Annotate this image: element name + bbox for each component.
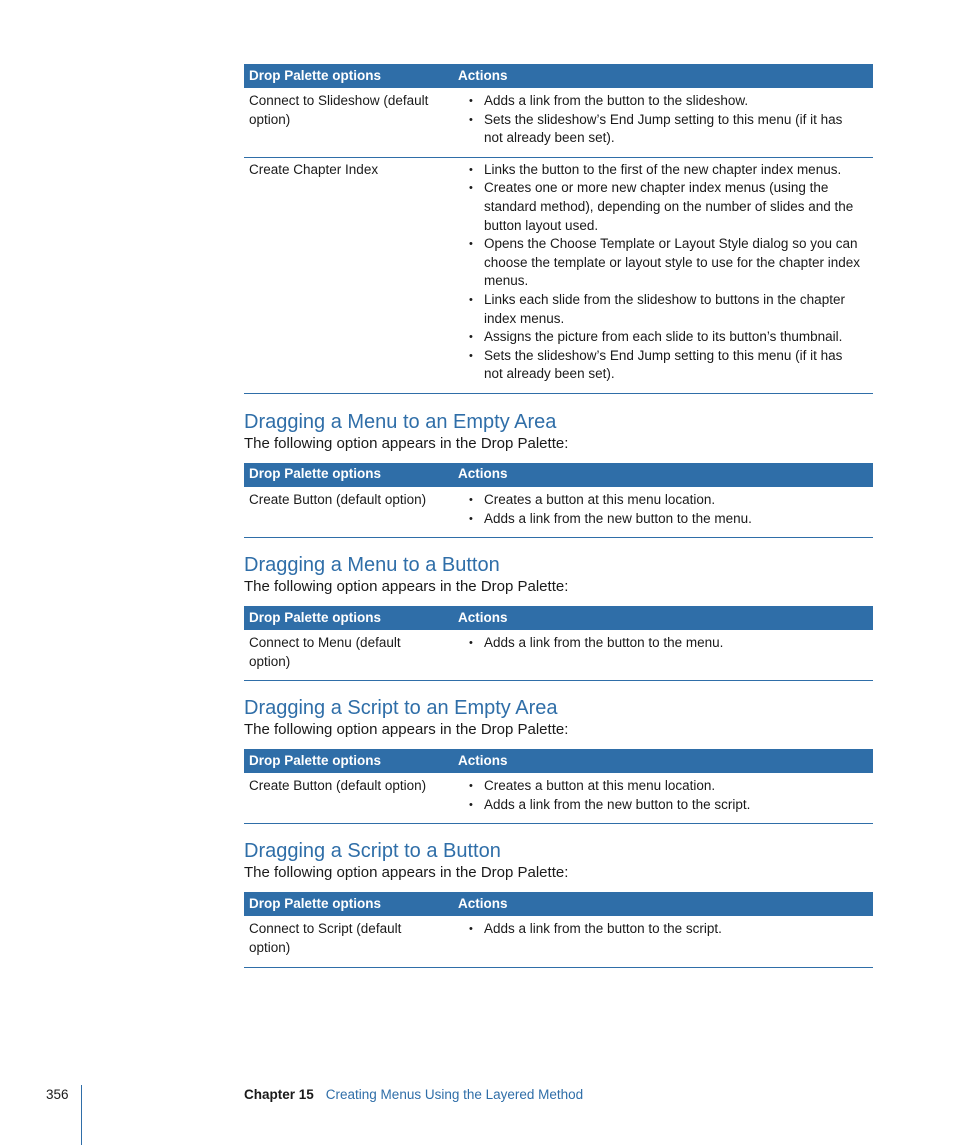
options-column-header: Drop Palette options — [244, 749, 454, 774]
option-cell: Connect to Menu (default option) — [244, 631, 454, 681]
chapter-label: Chapter 15 — [244, 1087, 314, 1102]
actions-list — [459, 161, 868, 384]
actions-cell — [454, 631, 873, 681]
action-item: • Adds a link from the button to the slideshow. — [459, 92, 868, 111]
action-item: • Opens the Choose Template or Layout Style dialog so you can choose the template or layout style to use for the chapter index menus. — [459, 235, 868, 291]
actions-column-header: Actions — [454, 463, 873, 488]
option-cell: Connect to Script (default option) — [244, 917, 454, 967]
chapter-title: Creating Menus Using the Layered Method — [325, 1087, 584, 1102]
action-item: • Adds a link from the button to the menu. — [459, 634, 868, 653]
actions-column-header: Actions — [454, 64, 873, 89]
options-column-header: Drop Palette options — [244, 64, 454, 89]
table-header-row — [244, 606, 873, 631]
table-header-row — [244, 463, 873, 488]
section-heading: Dragging a Menu to an Empty Area — [244, 410, 557, 433]
drop-palette-table-menu-empty-area — [244, 463, 873, 538]
actions-list — [459, 491, 868, 528]
actions-list — [459, 777, 868, 814]
section-intro: The following option appears in the Drop Palette: — [244, 578, 569, 596]
action-item: • Assigns the picture from each slide to its button’s thumbnail. — [459, 328, 868, 347]
section-intro: The following option appears in the Drop Palette: — [244, 434, 569, 452]
footer-divider — [81, 1085, 82, 1145]
actions-cell — [454, 917, 873, 967]
drop-palette-table-menu-to-button — [244, 606, 873, 681]
table-row — [244, 157, 873, 393]
section-heading: Dragging a Script to a Button — [244, 840, 501, 863]
table-header-row — [244, 749, 873, 774]
actions-cell — [454, 487, 873, 537]
table-row — [244, 89, 873, 158]
actions-column-header: Actions — [454, 892, 873, 917]
action-item: • Adds a link from the button to the script. — [459, 920, 868, 939]
actions-column-header: Actions — [454, 606, 873, 631]
table-header-row — [244, 64, 873, 89]
section-heading: Dragging a Menu to a Button — [244, 554, 500, 577]
action-item: • Creates a button at this menu location. — [459, 777, 868, 796]
action-item: • Creates a button at this menu location. — [459, 491, 868, 510]
table-row — [244, 631, 873, 681]
option-cell: Create Button (default option) — [244, 487, 454, 537]
action-item: • Sets the slideshow’s End Jump setting to this menu (if it has not already been set). — [459, 111, 868, 148]
action-item: • Sets the slideshow’s End Jump setting to this menu (if it has not already been set). — [459, 347, 868, 384]
table-row — [244, 917, 873, 967]
table-row — [244, 487, 873, 537]
actions-list — [459, 634, 868, 653]
chapter-footer — [244, 1087, 583, 1103]
page-content — [244, 64, 873, 968]
page-number: 356 — [46, 1087, 69, 1102]
options-column-header: Drop Palette options — [244, 606, 454, 631]
action-item: • Links the button to the first of the new chapter index menus. — [459, 161, 868, 180]
section-intro: The following option appears in the Drop Palette: — [244, 864, 569, 882]
actions-cell — [454, 89, 873, 158]
drop-palette-table-slideshow — [244, 64, 873, 394]
action-item: • Creates one or more new chapter index menus (using the standard method), depending on the number of slides and the button layout used. — [459, 179, 868, 235]
actions-cell — [454, 774, 873, 824]
action-item: • Links each slide from the slideshow to buttons in the chapter index menus. — [459, 291, 868, 328]
option-cell: Create Button (default option) — [244, 774, 454, 824]
actions-column-header: Actions — [454, 749, 873, 774]
actions-list — [459, 92, 868, 148]
action-item: • Adds a link from the new button to the script. — [459, 796, 868, 815]
options-column-header: Drop Palette options — [244, 463, 454, 488]
actions-cell — [454, 157, 873, 393]
action-item: • Adds a link from the new button to the menu. — [459, 510, 868, 529]
section-heading: Dragging a Script to an Empty Area — [244, 697, 558, 720]
actions-list — [459, 920, 868, 939]
option-cell: Create Chapter Index — [244, 157, 454, 393]
table-header-row — [244, 892, 873, 917]
section-intro: The following option appears in the Drop Palette: — [244, 721, 569, 739]
drop-palette-table-script-to-button — [244, 892, 873, 967]
drop-palette-table-script-empty-area — [244, 749, 873, 824]
table-row — [244, 774, 873, 824]
options-column-header: Drop Palette options — [244, 892, 454, 917]
option-cell: Connect to Slideshow (default option) — [244, 89, 454, 158]
